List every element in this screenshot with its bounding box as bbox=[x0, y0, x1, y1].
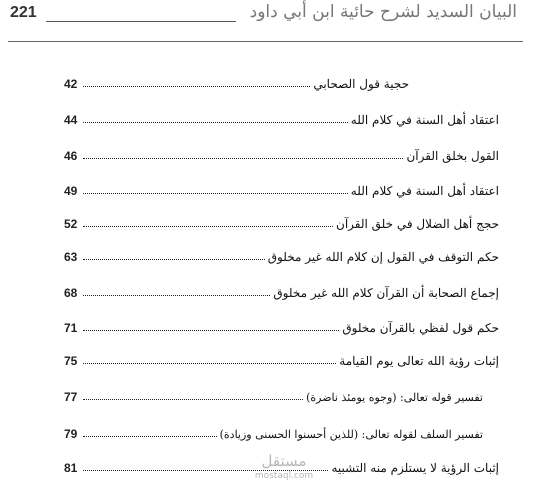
toc-page-number: 52 bbox=[64, 217, 78, 231]
toc-entry bbox=[64, 139, 499, 163]
toc-entry bbox=[64, 103, 499, 127]
toc-entry bbox=[64, 207, 499, 231]
toc-leader-dots bbox=[83, 193, 347, 194]
toc-title: إجماع الصحابة أن القرآن كلام الله غير مخلوق bbox=[273, 286, 499, 300]
toc-subtitle: تفسير قوله تعالى: (وجوه يومئذ ناضرة) bbox=[306, 391, 483, 404]
toc-page-number: 42 bbox=[64, 77, 78, 91]
toc-title: حجية قول الصحابي bbox=[313, 77, 409, 91]
toc-subtitle: تفسير السلف لقوله تعالى: (للذين أحسنوا الحسنى وزيادة) bbox=[219, 428, 483, 441]
toc-title: القول بخلق القرآن bbox=[406, 149, 499, 163]
toc-title: اعتقاد أهل السنة في كلام الله bbox=[350, 113, 499, 127]
toc-entry bbox=[64, 344, 499, 368]
toc-title: حكم التوقف في القول إن كلام الله غير مخلوق bbox=[267, 250, 499, 264]
toc-title: إثبات رؤية الله تعالى يوم القيامة bbox=[339, 354, 499, 368]
toc-page-number: 79 bbox=[64, 427, 78, 441]
watermark-url-text: mostaql.com bbox=[254, 471, 314, 481]
toc-leader-dots bbox=[83, 436, 216, 437]
watermark-arabic-text: مستقل bbox=[261, 452, 307, 470]
toc-entry bbox=[64, 276, 499, 300]
book-title: البيان السديد لشرح حائية ابن أبي داود bbox=[249, 2, 517, 22]
toc-title: إثبات الرؤية لا يستلزم منه التشبيه bbox=[331, 461, 499, 475]
toc-page-number: 68 bbox=[64, 286, 78, 300]
toc-leader-dots bbox=[83, 158, 403, 159]
page-number: 221 bbox=[10, 4, 37, 21]
toc-title: حجج أهل الضلال في خلق القرآن bbox=[336, 217, 499, 231]
toc-page-number: 77 bbox=[64, 390, 78, 404]
toc-leader-dots bbox=[83, 86, 310, 87]
toc-page-number: 44 bbox=[64, 113, 78, 127]
toc-entry bbox=[64, 240, 499, 264]
toc-leader-dots bbox=[83, 330, 339, 331]
toc-page-number: 75 bbox=[64, 354, 78, 368]
toc-leader-dots bbox=[83, 295, 270, 296]
toc-title: اعتقاد أهل السنة في كلام الله bbox=[350, 184, 499, 198]
toc-leader-dots bbox=[83, 259, 264, 260]
toc-entry bbox=[64, 174, 499, 198]
toc-page-number: 46 bbox=[64, 149, 78, 163]
toc-leader-dots bbox=[83, 122, 347, 123]
toc-leader-dots bbox=[83, 399, 303, 400]
toc-leader-dots bbox=[83, 226, 333, 227]
toc-page-number: 71 bbox=[64, 321, 78, 335]
toc-entry bbox=[64, 380, 483, 404]
toc-title: حكم قول لفظي بالقرآن مخلوق bbox=[342, 321, 499, 335]
watermark-logo bbox=[244, 452, 324, 492]
toc-page-number: 49 bbox=[64, 184, 78, 198]
toc-entry bbox=[64, 417, 483, 441]
toc-page-number: 63 bbox=[64, 250, 78, 264]
toc-leader-dots bbox=[83, 363, 336, 364]
toc-page-number: 81 bbox=[64, 461, 78, 475]
toc-entry bbox=[64, 311, 499, 335]
toc-entry bbox=[64, 67, 409, 91]
